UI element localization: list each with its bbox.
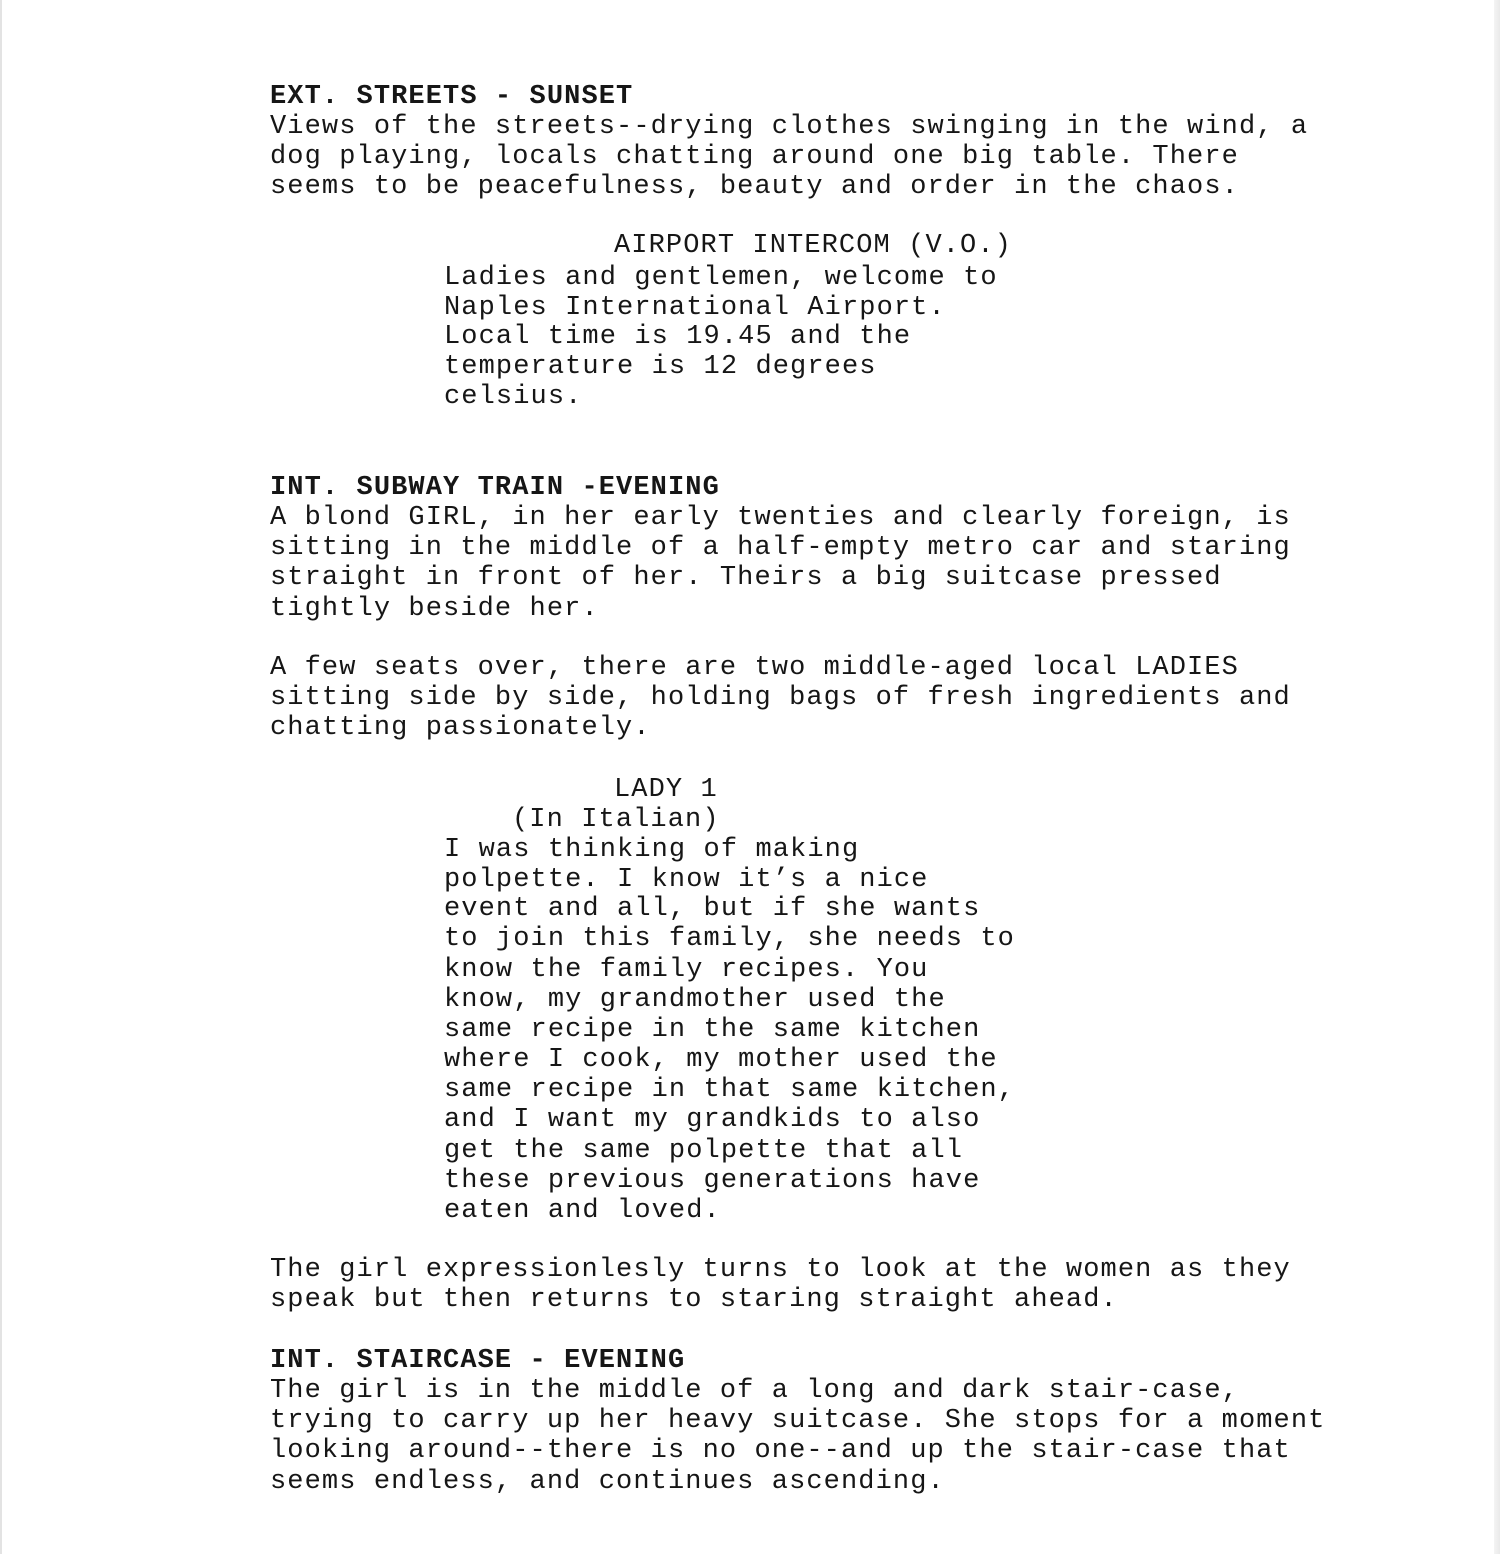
scene-heading: INT. SUBWAY TRAIN -EVENING <box>270 473 720 503</box>
action-line: speak but then returns to staring straight ahead. <box>270 1285 1118 1315</box>
action-line: seems endless, and continues ascending. <box>270 1467 945 1497</box>
dialogue-line: temperature is 12 degrees <box>444 352 877 382</box>
dialogue-line: Ladies and gentlemen, welcome to <box>444 263 998 293</box>
parenthetical: (In Italian) <box>512 805 720 835</box>
page-left-edge <box>0 0 2 1554</box>
action-line: Views of the streets--drying clothes swinging in the wind, a <box>270 112 1309 142</box>
action-line: A few seats over, there are two middle-aged local LADIES <box>270 653 1239 683</box>
dialogue-line: eaten and loved. <box>444 1196 721 1226</box>
dialogue-line: Naples International Airport. <box>444 293 946 323</box>
dialogue-line: same recipe in that same kitchen, <box>444 1075 1015 1105</box>
dialogue-line: get the same polpette that all <box>444 1136 964 1166</box>
dialogue-line: know the family recipes. You <box>444 955 929 985</box>
dialogue-line: these previous generations have <box>444 1166 981 1196</box>
action-line: The girl expressionlesly turns to look at the women as they <box>270 1255 1291 1285</box>
dialogue-line: I was thinking of making <box>444 835 860 865</box>
dialogue-line: celsius. <box>444 382 583 412</box>
action-line: sitting in the middle of a half-empty metro car and staring <box>270 533 1291 563</box>
action-line: sitting side by side, holding bags of fresh ingredients and <box>270 683 1291 713</box>
action-line: seems to be peacefulness, beauty and order in the chaos. <box>270 172 1239 202</box>
dialogue-line: know, my grandmother used the <box>444 985 946 1015</box>
scene-heading: INT. STAIRCASE - EVENING <box>270 1346 686 1376</box>
dialogue-line: polpette. I know it’s a nice <box>444 865 929 895</box>
action-line: chatting passionately. <box>270 713 651 743</box>
character-name: AIRPORT INTERCOM (V.O.) <box>614 231 1012 261</box>
action-line: dog playing, locals chatting around one big table. There <box>270 142 1239 172</box>
action-line: straight in front of her. Theirs a big suitcase pressed <box>270 563 1222 593</box>
action-line: looking around--there is no one--and up the stair-case that <box>270 1436 1291 1466</box>
character-name: LADY 1 <box>614 775 718 805</box>
action-line: A blond GIRL, in her early twenties and clearly foreign, is <box>270 503 1291 533</box>
dialogue-line: to join this family, she needs to <box>444 924 1015 954</box>
action-line: tightly beside her. <box>270 594 599 624</box>
dialogue-line: same recipe in the same kitchen <box>444 1015 981 1045</box>
dialogue-line: and I want my grandkids to also <box>444 1105 981 1135</box>
action-line: trying to carry up her heavy suitcase. She stops for a moment <box>270 1406 1326 1436</box>
dialogue-line: event and all, but if she wants <box>444 894 981 924</box>
dialogue-line: where I cook, my mother used the <box>444 1045 998 1075</box>
page-right-edge <box>1494 0 1500 1554</box>
action-line: The girl is in the middle of a long and dark stair-case, <box>270 1376 1239 1406</box>
scene-heading: EXT. STREETS - SUNSET <box>270 82 634 112</box>
dialogue-line: Local time is 19.45 and the <box>444 322 912 352</box>
